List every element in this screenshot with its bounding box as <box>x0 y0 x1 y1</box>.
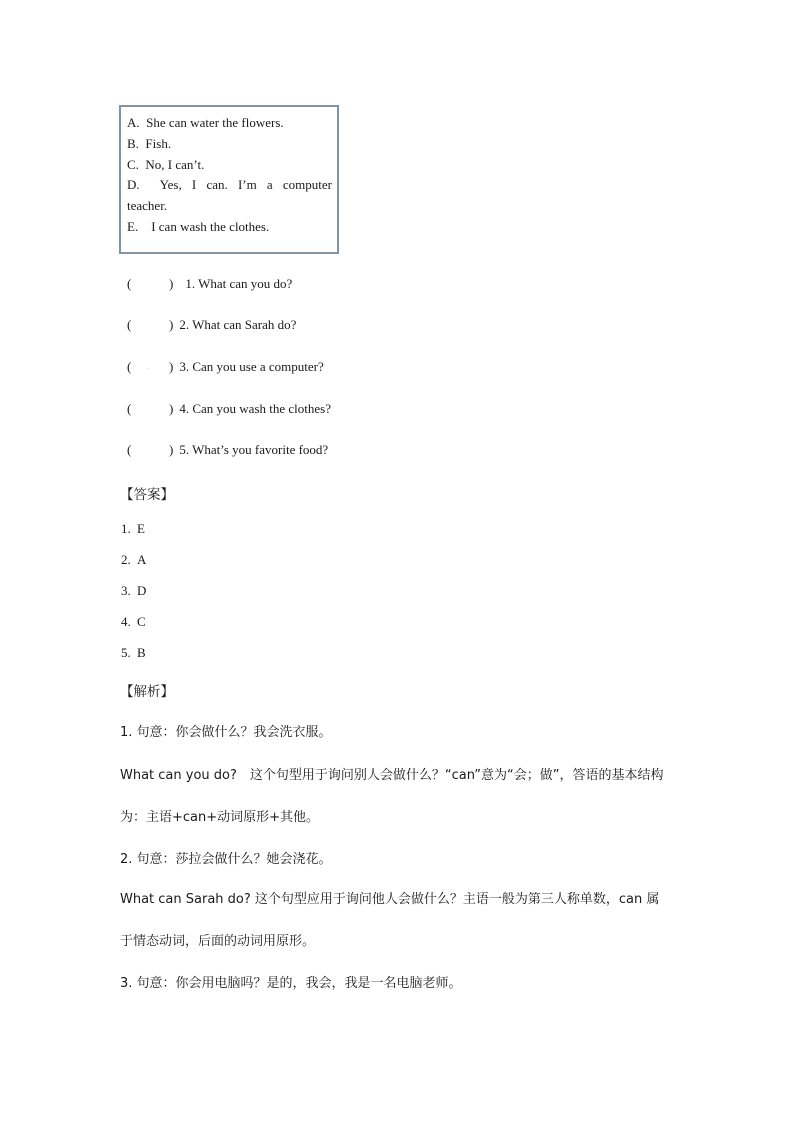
option-text: No, I can’t. <box>145 156 205 172</box>
analysis-line-4 <box>120 848 332 867</box>
answer-blank-close: ) <box>169 359 174 374</box>
answer-4 <box>121 614 146 630</box>
analysis-text: 3. 句意：你会用电脑吗？是的，我会，我是一名电脑老师。 <box>120 976 462 991</box>
question-2 <box>127 317 296 333</box>
answer-value: C <box>137 614 146 629</box>
analysis-line-1 <box>120 721 332 740</box>
option-text: She can water the flowers. <box>146 115 284 130</box>
option-text: Fish. <box>145 135 172 151</box>
faint-mark: . <box>147 361 150 372</box>
answer-3 <box>121 583 146 599</box>
option-letter: C. <box>127 156 139 172</box>
question-3 <box>127 359 324 375</box>
option-c <box>127 155 332 176</box>
answer-value: D <box>137 583 147 598</box>
analysis-text: 为：主语+can+动词原形+其他。 <box>120 810 320 825</box>
answer-number: 5. <box>121 645 131 660</box>
analysis-line-2 <box>120 764 663 783</box>
analysis-text: What can Sarah do? 这个句型应用于询问他人会做什么？主语一般为第三人称单数，can 属 <box>120 892 660 907</box>
answer-blank-open[interactable]: ( <box>127 317 132 332</box>
option-letter: E. <box>127 218 139 234</box>
answer-blank-open[interactable]: ( <box>127 359 132 374</box>
question-text: 3. Can you use a computer? <box>179 359 324 374</box>
option-text: Yes, I can. I’m a computer <box>159 177 332 193</box>
question-5 <box>127 442 328 458</box>
answer-blank-open[interactable]: ( <box>127 276 132 291</box>
question-4 <box>127 401 331 417</box>
answer-value: E <box>137 521 145 536</box>
answer-blank-close: ) <box>169 276 174 291</box>
question-text: 1. What can you do? <box>185 276 293 291</box>
answer-blank-close: ) <box>169 317 174 332</box>
question-text: 2. What can Sarah do? <box>179 317 297 332</box>
option-d-continued <box>127 196 332 217</box>
question-1 <box>127 276 292 292</box>
question-text: 4. Can you wash the clothes? <box>179 401 331 416</box>
answer-blank-open[interactable]: ( <box>127 401 132 416</box>
answer-2 <box>121 552 146 568</box>
analysis-text: 1. 句意：你会做什么？我会洗衣服。 <box>120 725 332 740</box>
answer-5 <box>121 645 146 661</box>
analysis-line-5 <box>120 888 659 907</box>
option-a <box>127 113 332 134</box>
answer-1 <box>121 521 145 537</box>
option-d <box>127 175 332 196</box>
answer-number: 2. <box>121 552 131 567</box>
analysis-text: 2. 句意：莎拉会做什么？她会浇花。 <box>120 852 332 867</box>
answer-blank-close: ) <box>169 401 174 416</box>
option-e <box>127 217 332 238</box>
answer-number: 1. <box>121 521 131 536</box>
option-text: I can wash the clothes. <box>151 218 270 234</box>
answer-blank-close: ) <box>169 442 174 457</box>
answer-heading: 【答案】 <box>120 487 174 503</box>
answer-options-box <box>119 105 339 254</box>
answer-value: A <box>137 552 147 567</box>
analysis-line-7 <box>120 972 462 991</box>
option-letter: A. <box>127 115 140 130</box>
analysis-text: What can you do? 这个句型用于询问别人会做什么？“can”意为“会；做”，答语的基本结构 <box>120 768 664 783</box>
analysis-line-6 <box>120 930 315 949</box>
question-text: 5. What’s you favorite food? <box>179 442 329 457</box>
answer-number: 4. <box>121 614 131 629</box>
option-b <box>127 134 332 155</box>
answer-value: B <box>137 645 146 660</box>
option-text: teacher. <box>127 198 168 214</box>
option-letter: D. <box>127 177 140 193</box>
analysis-heading: 【解析】 <box>120 684 174 700</box>
answer-number: 3. <box>121 583 131 598</box>
option-letter: B. <box>127 135 139 151</box>
answer-blank-open[interactable]: ( <box>127 442 132 457</box>
analysis-line-3 <box>120 806 319 825</box>
analysis-text: 于情态动词，后面的动词用原形。 <box>120 934 316 949</box>
